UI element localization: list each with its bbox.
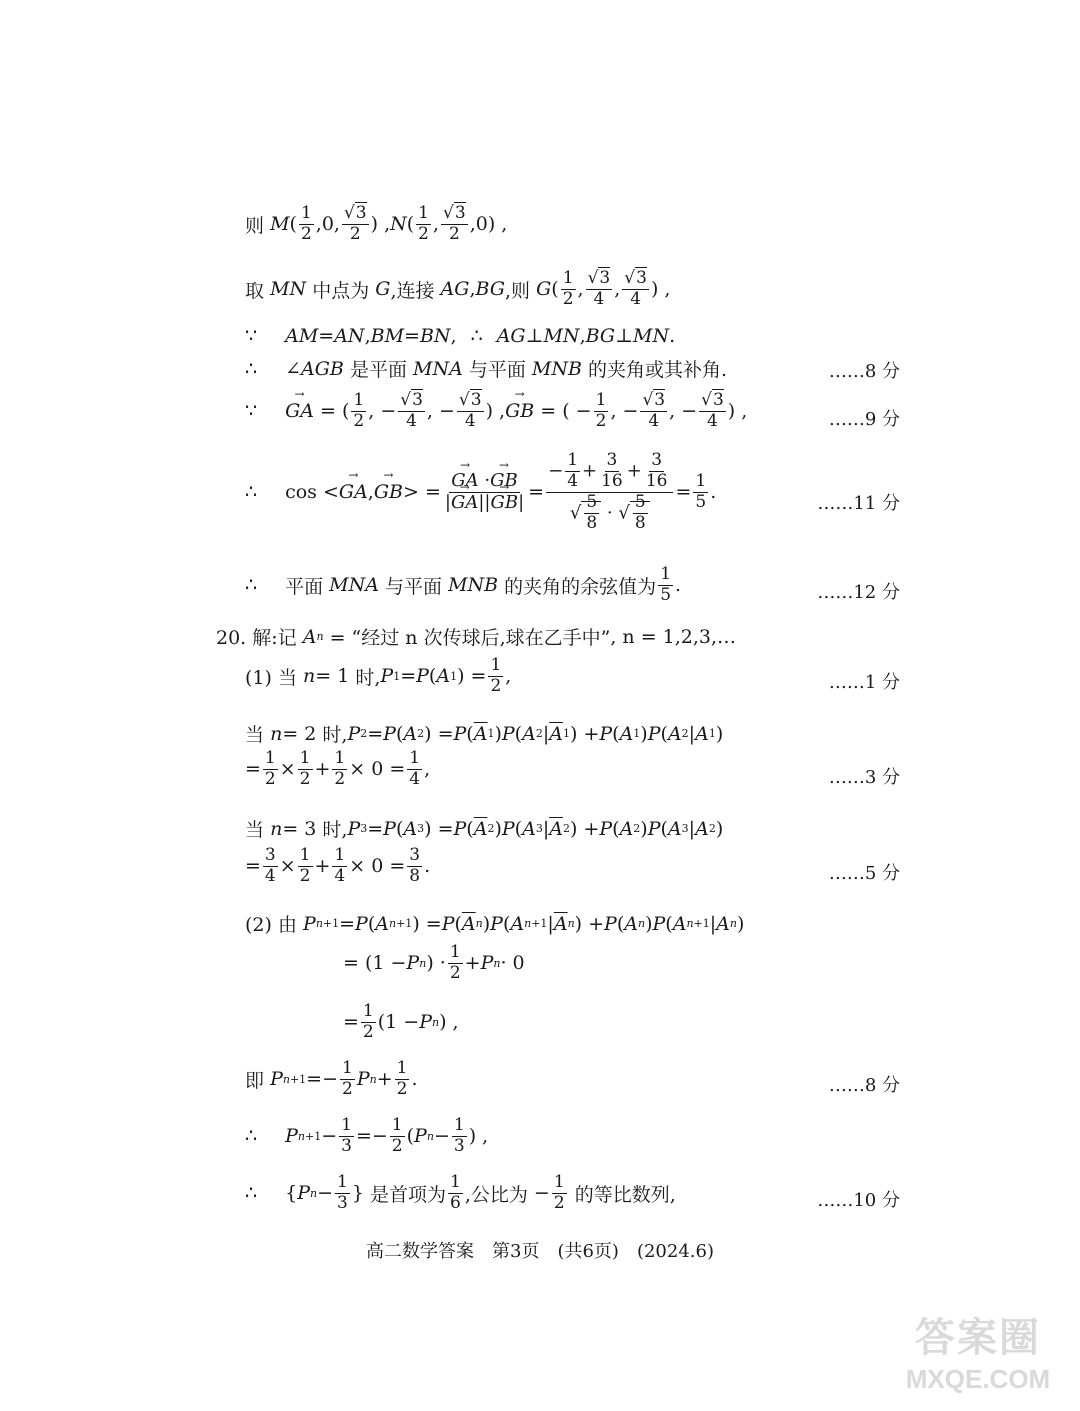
line-cosine: ∴ cos < → GA , → GB > = → $\frac{GA \cdot\to GB}{|\to GA||\to GB|}$ = − $\frac{1}{4}$ + $\frac{3}{16}$ + $\frac{3}{16}$ √ $\frac{5}{8}$ · √ $\frac{5}{8}$ = $\frac{1}{5}$ . xyxy=(245,452,716,532)
score-9: ……9 分 xyxy=(828,409,900,430)
watermark-line1: 答案圈 xyxy=(915,1316,1041,1360)
line-recurrence-3: = $\frac{1}{2}$ (1 − P n ) , xyxy=(343,1001,459,1042)
line-midpoint-G: 取 MN 中点为 G ,连接 AG , BG ,则 G ( $\frac{1}{2}$ , $\frac{√3}{4}$ , $\frac{√3}{4}$ ) , xyxy=(245,268,671,309)
line-p2-def: 当 n = 2 时, P 2 = P ( A 2 ) = P ( $\overline{A}$ 1 ) P ( A 2 | $\overline{A}$ 1 ) + P ( A 1 ) P ( A 2 | A 1 ) xyxy=(245,722,724,746)
line-cos-value: ∴ 平面 MNA 与平面 MNB 的夹角的余弦值为 $\frac{1}{5}$ . xyxy=(245,564,682,605)
line-recurrence: (2) 由 P n+1 = P ( A n+1 ) = P ( $\overline{A}$ n ) P ( A n+1 | $\overline{A}$ n ) + P ( A n ) P ( A n+1 | A n ) xyxy=(245,912,745,936)
score-8a: ……8 分 xyxy=(828,361,900,382)
line-M-N-coords: 则 M ( $\frac{1}{2}$ ,0, $\frac{√3}{2}$ ) , N ( $\frac{1}{2}$ , $\frac{√3}{2}$ ,0) , xyxy=(245,203,508,244)
score-10: ……10 分 xyxy=(817,1190,900,1211)
line-shifted: ∴ P n+1 − $\frac{1}{3}$ =− $\frac{1}{2}$ ( P n − $\frac{1}{3}$ ) , xyxy=(245,1115,489,1156)
line-angle-AGB: ∴ ∠ AGB 是平面 MNA 与平面 MNB 的夹角或其补角. xyxy=(245,357,728,381)
score-8b: ……8 分 xyxy=(828,1075,900,1096)
line-ji: 即 P n+1 =− $\frac{1}{2}$ P n + $\frac{1}{2}$ . xyxy=(245,1058,418,1099)
page-footer: 高二数学答案 第3页 (共6页) (2024.6) xyxy=(366,1241,714,1262)
line-p2-val: = $\frac{1}{2}$ × $\frac{1}{2}$ + $\frac{1}{2}$ × 0 = $\frac{1}{4}$ , xyxy=(245,748,431,789)
line-p3-val: = $\frac{3}{4}$ × $\frac{1}{2}$ + $\frac{1}{4}$ × 0 = $\frac{3}{8}$ . xyxy=(245,845,431,886)
watermark-logo xyxy=(898,1315,1058,1407)
score-12: ……12 分 xyxy=(817,582,900,603)
score-3: ……3 分 xyxy=(828,767,900,788)
line-geometric: ∴ { P n − $\frac{1}{3}$ } 是首项为 $\frac{1}{6}$ ,公比为 − $\frac{1}{2}$ 的等比数列, xyxy=(245,1172,676,1213)
line-perpendicular: ∵ AM = AN , BM = BN , ∴ AG ⊥ MN , BG ⊥ MN . xyxy=(245,325,676,347)
score-5: ……5 分 xyxy=(828,863,900,884)
line-p3-def: 当 n = 3 时, P 3 = P ( A 3 ) = P ( $\overline{A}$ 2 ) P ( A 3 | $\overline{A}$ 2 ) + P ( A 2 ) P ( A 3 | A 2 ) xyxy=(245,817,724,841)
line-p1: (1) 当 n = 1 时, P 1 = P ( A 1 ) = $\frac{1}{2}$ , xyxy=(245,655,512,696)
line-vectors-GA-GB: ∵ → GA = ( $\frac{1}{2}$ , − $\frac{√3}{4}$ , − $\frac{√3}{4}$ ) , → GB = ( − $\frac{1}{2}$ , − $\frac{√3}{4}$ , − $\frac{√3}{4}$ ) , xyxy=(245,392,747,431)
score-11: ……11 分 xyxy=(817,493,900,514)
line-recurrence-2: = (1 − P n ) · $\frac{1}{2}$ + P n · 0 xyxy=(343,942,525,983)
q20-header: 20. 解:记 A n = “经过 n 次传球后,球在乙手中” , n = 1,2,3,… xyxy=(216,625,737,649)
watermark-line2: MXQE.COM xyxy=(905,1364,1051,1394)
score-1: ……1 分 xyxy=(828,672,900,693)
